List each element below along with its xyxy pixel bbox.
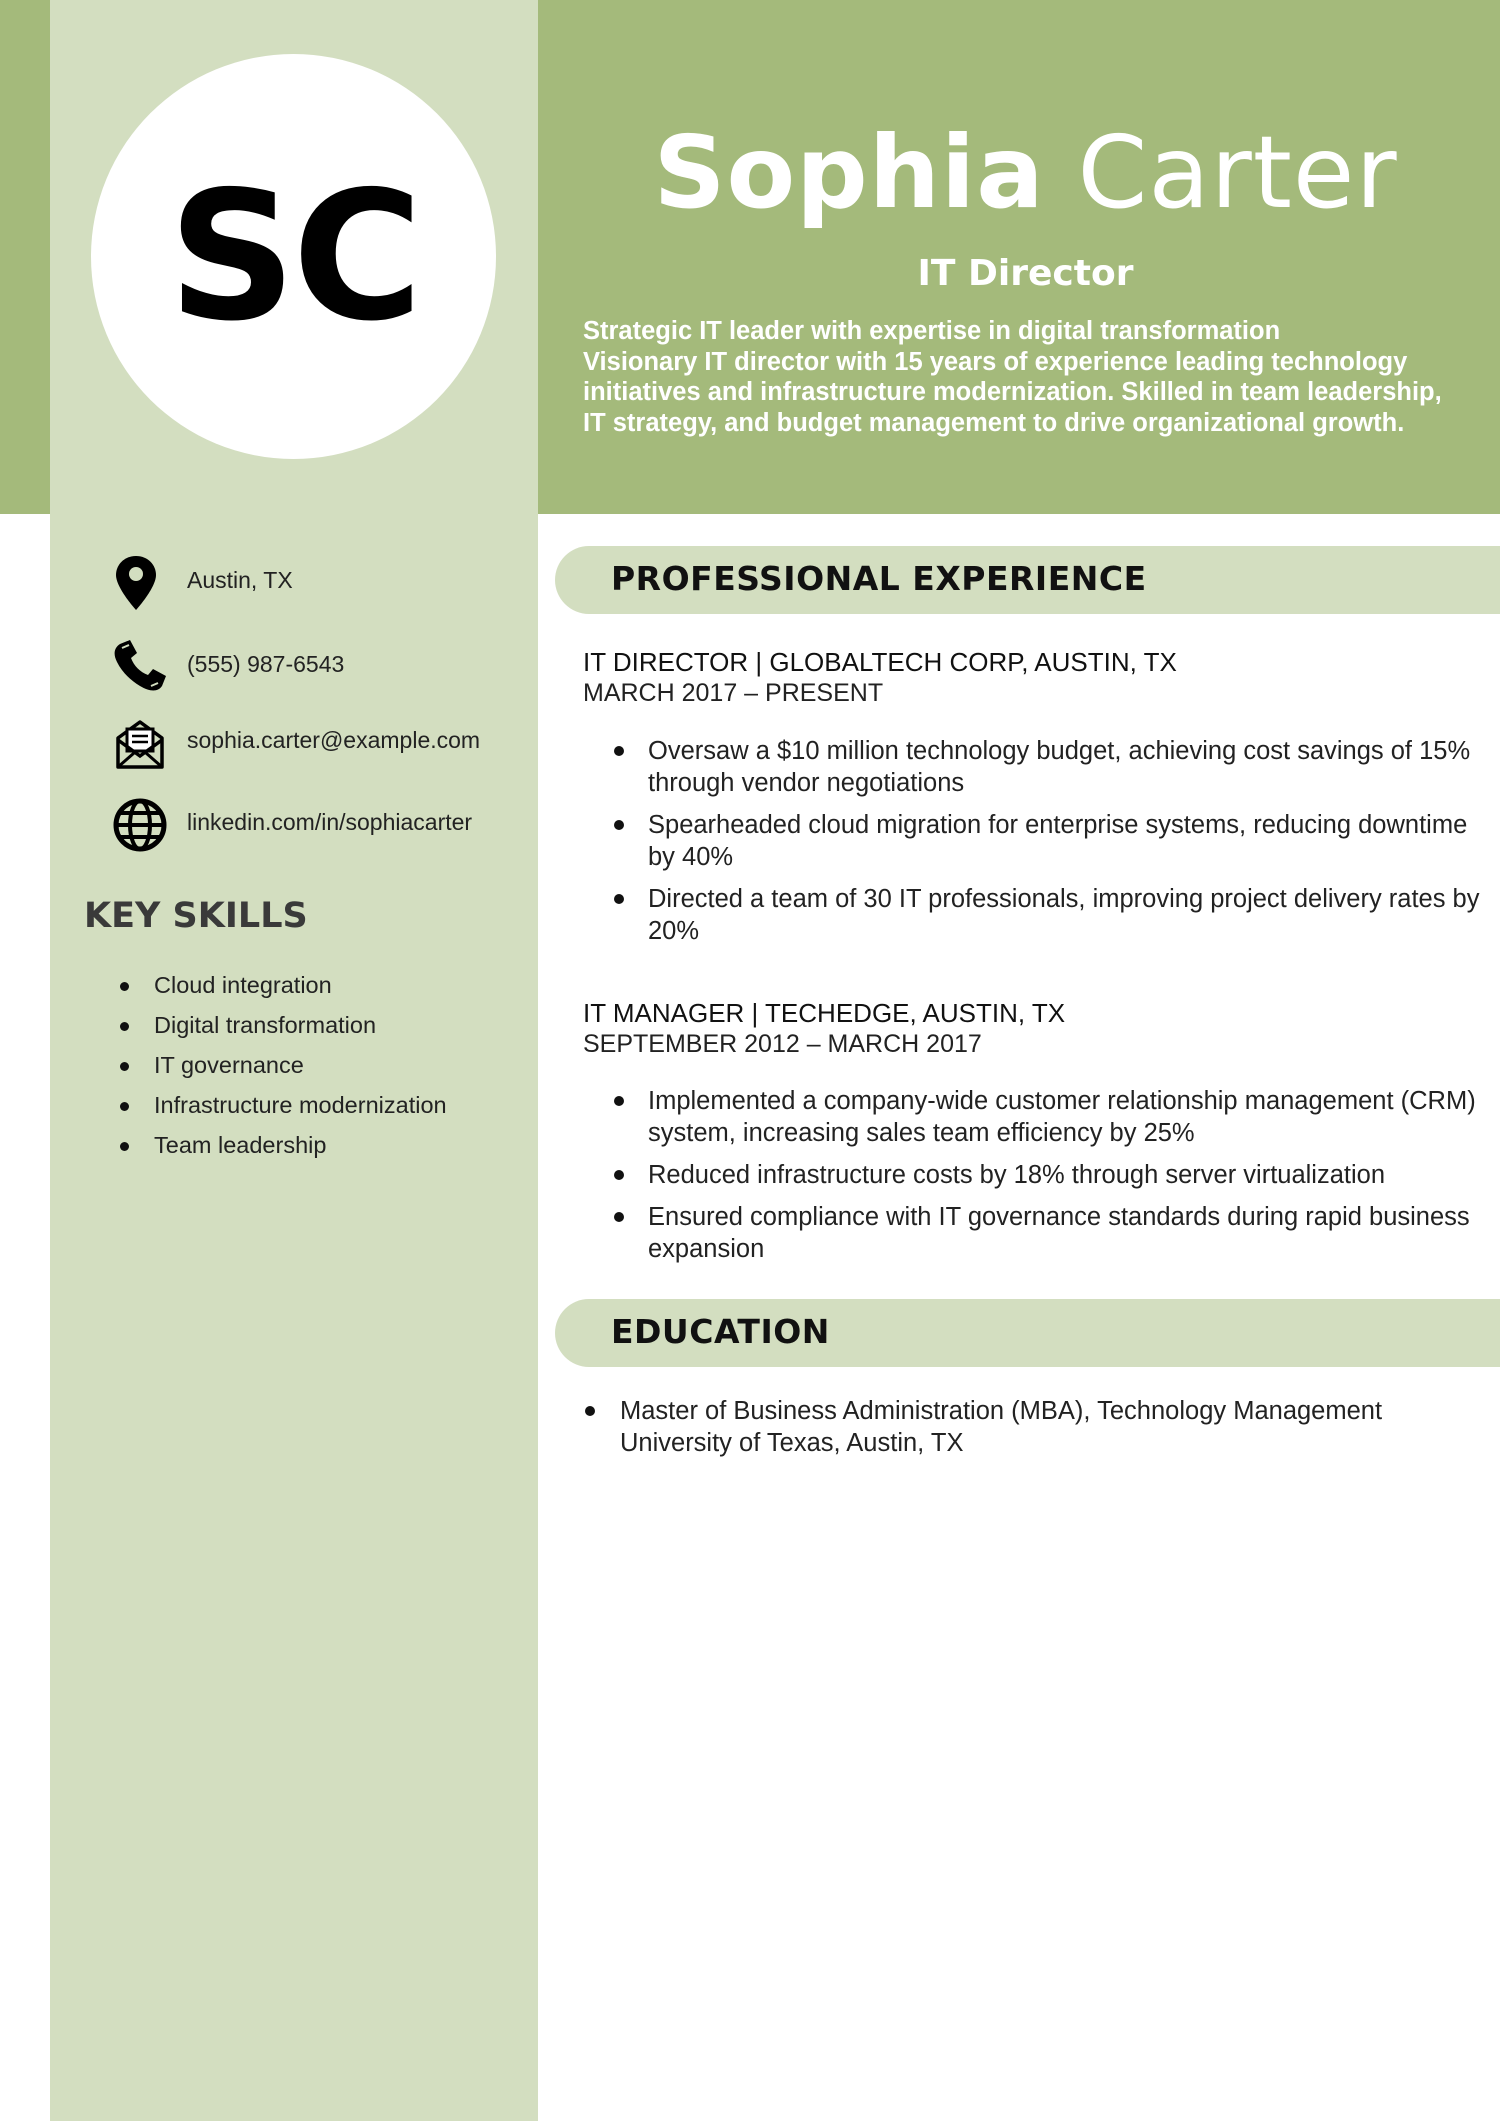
education-list — [583, 1395, 1483, 1459]
summary-line: IT strategy, and budget management to drive organizational growth. — [583, 408, 1405, 437]
job-title: IT Director — [917, 253, 1134, 294]
job-bullets — [612, 735, 1492, 957]
job-dates: SEPTEMBER 2012 – MARCH 2017 — [583, 1030, 982, 1058]
linkedin-text: linkedin.com/in/sophiacarter — [187, 809, 473, 835]
contact-location — [110, 553, 530, 613]
first-name: Sophia — [653, 114, 1045, 231]
job-bullet: Oversaw a $10 million technology budget, achieving cost savings of 15% through vendor negotiations — [612, 735, 1492, 799]
location-pin-icon — [110, 553, 170, 613]
location-text: Austin, TX — [187, 567, 293, 593]
skill-item: Digital transformation — [118, 1012, 447, 1052]
skills-list — [118, 972, 447, 1172]
education-item — [583, 1395, 1483, 1459]
skill-item: Infrastructure modernization — [118, 1092, 447, 1132]
job-dates: MARCH 2017 – PRESENT — [583, 679, 884, 707]
last-name: Carter — [1077, 114, 1398, 231]
job-header: IT MANAGER | TECHEDGE, AUSTIN, TX — [583, 998, 1066, 1028]
skill-item: IT governance — [118, 1052, 447, 1092]
job-bullet: Spearheaded cloud migration for enterprise systems, reducing downtime by 40% — [612, 809, 1492, 873]
job-bullet: Implemented a company-wide customer relationship management (CRM) system, increasing sales team efficiency by 25% — [612, 1085, 1492, 1149]
phone-icon — [110, 636, 170, 696]
summary-line: Strategic IT leader with expertise in digital transformation — [583, 317, 1281, 345]
contact-linkedin — [110, 795, 530, 855]
email-envelope-icon — [110, 715, 170, 775]
skill-item: Cloud integration — [118, 972, 447, 1012]
monogram-circle — [91, 54, 496, 459]
summary-line: Visionary IT director with 15 years of experience leading technology — [583, 347, 1408, 376]
job-bullets — [612, 1085, 1492, 1275]
summary-line: initiatives and infrastructure modernization. Skilled in team leadership, — [583, 378, 1442, 406]
job-bullet: Reduced infrastructure costs by 18% through server virtualization — [612, 1159, 1492, 1191]
job-bullet: Ensured compliance with IT governance standards during rapid business expansion — [612, 1201, 1492, 1265]
education-section-bar — [555, 1299, 1500, 1367]
job-bullet: Directed a team of 30 IT professionals, improving project delivery rates by 20% — [612, 883, 1492, 947]
email-text: sophia.carter@example.com — [187, 727, 481, 753]
skill-item: Team leadership — [118, 1132, 447, 1172]
experience-heading: PROFESSIONAL EXPERIENCE — [611, 559, 1147, 598]
degree: Master of Business Administration (MBA), Technology Management — [620, 1397, 1383, 1425]
skills-heading: KEY SKILLS — [84, 896, 308, 936]
candidate-name — [538, 114, 1500, 231]
school: University of Texas, Austin, TX — [620, 1429, 964, 1457]
phone-text: (555) 987-6543 — [187, 651, 345, 677]
globe-icon — [110, 795, 170, 855]
experience-section-bar — [555, 546, 1500, 614]
job-header: IT DIRECTOR | GLOBALTECH CORP, AUSTIN, TX — [583, 647, 1177, 677]
summary — [583, 316, 1473, 438]
contact-email — [110, 715, 530, 775]
education-heading: EDUCATION — [611, 1312, 830, 1351]
monogram: SC — [168, 152, 419, 360]
contact-phone — [110, 636, 530, 696]
